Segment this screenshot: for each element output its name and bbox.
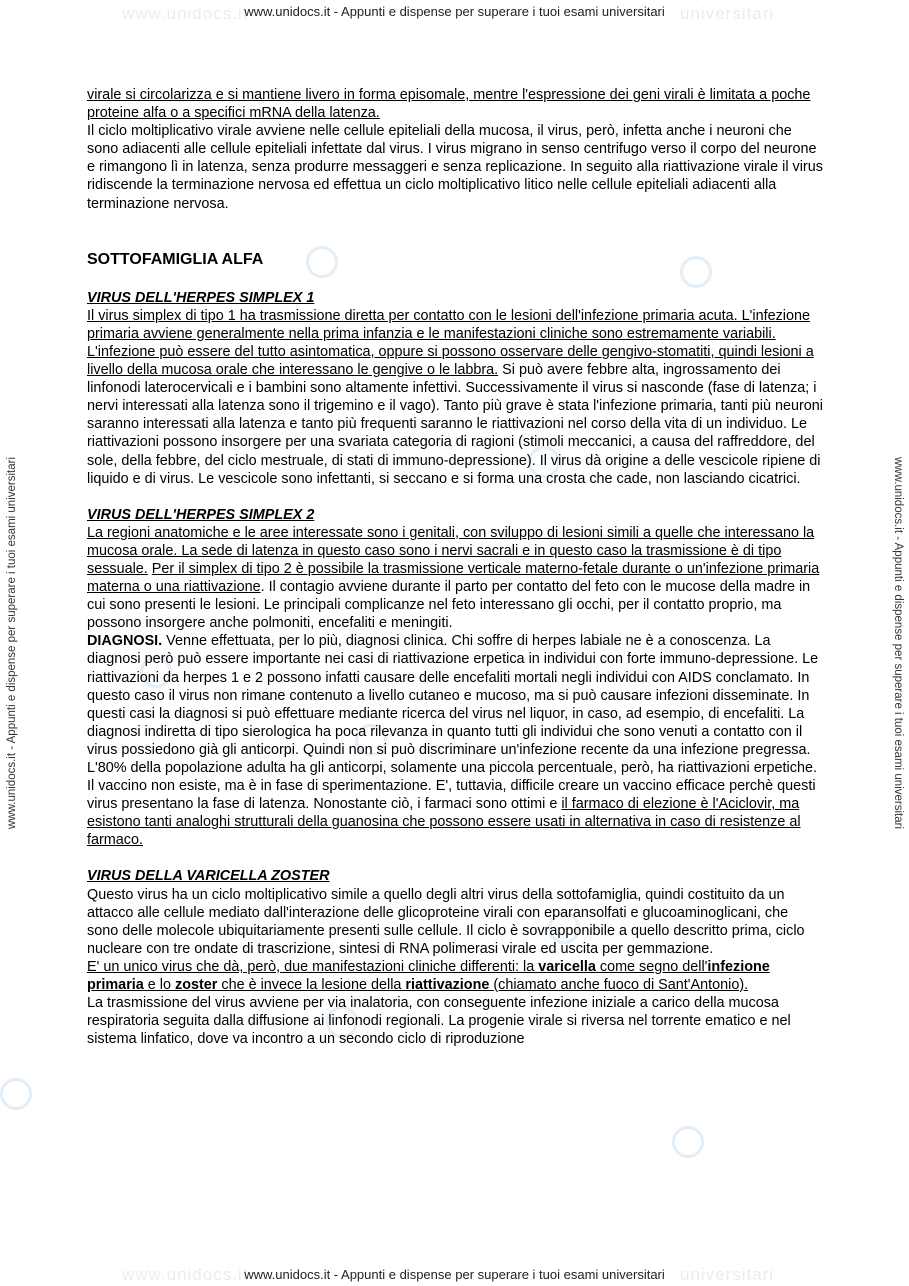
hsv2-underlined-text: La regioni anatomiche e le aree interessate sono i genitali, con sviluppo di lesioni simili a quelle che interessano la mucosa orale. La sede di latenza in questo caso sono i nervi sacrali e in questo caso la trasmissione è di tipo sessuale. — [87, 524, 815, 577]
hsv2-underlined-text-2: Per il simplex di tipo 2 è possibile la trasmissione verticale materno-fetale durante o un'infezione primaria materna o una riattivazione — [87, 560, 820, 596]
diagnosis-label: DIAGNOSI. — [87, 633, 163, 650]
watermark-ghost-bottom-left: www.unidocs.it — [122, 1265, 249, 1284]
watermark-ghost-top-left: www.unidocs.it — [122, 4, 249, 23]
watermark-logo-icon — [672, 1126, 704, 1158]
vzv-title: VIRUS DELLA VARICELLA ZOSTER — [87, 868, 330, 885]
vzv-term-infezione-primaria: infezione primaria — [87, 958, 770, 994]
hsv1-title: VIRUS DELL'HERPES SIMPLEX 1 — [87, 289, 315, 306]
watermark-ghost-top-right: universitari — [680, 4, 775, 23]
diagnosis-text: Venne effettuata, per lo più, diagnosi clinica. Chi soffre di herpes labiale ne è a conoscenza. La diagnosi però può essere importante nei casi di riattivazione erpetica in individui con forte immuno-depressione. Le riattivazioni da herpes 1 e 2 possono infatti causare delle encefaliti mortali negli individui con AIDS conclamato. In questo caso il virus non rimane contenuto a livello cutaneo e mucoso, ma si può causare infezioni disseminate. In questi casi la diagnosi si può effettuare mediante ricerca del virus nel liquor, in caso, ad esempio, di encefaliti. La diagnosi indiretta di tipo sierologica ha poca rilevanza in quanto tutti gli individui che sono venuti a contatto con il virus possiedono già gli anticorpi. Quindi non si può discriminare un'infezione recente da una infezione pregressa. L'80% della popolazione adulta ha gli anticorpi, solamente una piccola percentuale, però, ha riattivazioni erpetiche. Il vaccino non esiste, ma è in fase di sperimentazione. E', tuttavia, difficile creare un vaccino efficace perchè questi virus presentano la fase di latenza. Nonostante ciò, i farmaci sono ottimi e — [87, 633, 819, 813]
intro-paragraph: Il ciclo moltiplicativo virale avviene nelle cellule epiteliali della mucosa, il virus, però, infetta anche i neuroni che sono adiacenti alle cellule epiteliali infettate dal virus. I virus migrano in senso centrifugo verso il corpo del neurone e rimangono lì in latenza, senza produrre messaggeri e senza replicazione. In seguito alla riattivazione virale il virus ridiscende la terminazione nervosa ed effettua un ciclo moltiplicativo litico nelle cellule epiteliali adiacenti alla terminazione nervosa. — [87, 123, 823, 212]
vzv-paragraph-2 — [87, 958, 823, 994]
hsv1-paragraph — [87, 307, 823, 488]
diagnosis-underlined-text: il farmaco di elezione è l'Aciclovir, ma esistono tanti analoghi strutturali della guanosina che possono essere usati in alternativa in caso di resistenze al farmaco. — [87, 796, 801, 849]
vzv-term-zoster: zoster — [175, 977, 218, 994]
vzv-term-varicella: varicella — [538, 958, 596, 975]
intro-underlined-text: virale si circolarizza e si mantiene livero in forma episomale, mentre l'espressione dei geni virali è limitata a poche proteine alfa o a specifici mRNA della latenza. — [87, 87, 811, 122]
vzv-p2-text-c: come segno dell' — [595, 958, 708, 975]
vzv-paragraph-3: La trasmissione del virus avviene per via inalatoria, con conseguente infezione iniziale a carico della mucosa respiratoria seguita dalla diffusione ai linfonodi regionali. La progenie virale si riversa nel torrente ematico e nel sistema linfatico, dove va incontro a un secondo ciclo di riproduzione — [87, 995, 791, 1048]
section-title: SOTTOFAMIGLIA ALFA — [87, 250, 264, 268]
intro-continuation — [87, 86, 823, 122]
watermark-logo-icon — [0, 1078, 32, 1110]
header-watermark: www.unidocs.it - Appunti e dispense per superare i tuoi esami universitari — [244, 4, 665, 19]
hsv2-paragraph — [87, 524, 823, 633]
diagnosis-paragraph — [87, 632, 823, 849]
vzv-p2-text-e: e lo — [143, 977, 175, 994]
hsv2-title: VIRUS DELL'HERPES SIMPLEX 2 — [87, 506, 315, 523]
footer-watermark: www.unidocs.it - Appunti e dispense per superare i tuoi esami universitari — [244, 1267, 665, 1282]
side-watermark-right: www.unidocs.it - Appunti e dispense per superare i tuoi esami universitari — [892, 456, 904, 830]
hsv1-text: Si può avere febbre alta, ingrossamento dei linfonodi laterocervicali e i bambini sono altamente infettivi. Successivamente il virus si nasconde (fase di latenza; i nervi interessati alla latenza sono il trigemino e il vago). Tanto più grave è stata l'infezione primaria, tanti più neuroni saranno interessati alla latenza e tanto più frequenti saranno le riattivazioni nel corso della vita di un individuo. Le riattivazioni possono insorgere per una svariata categoria di ragioni (stimoli meccanici, a causa del raffreddore, del sole, della febbre, del ciclo mestruale, di stati di immuno-depressione). Il virus dà origine a delle vescicole ripiene di liquido e di virus. Le vescicole sono infettanti, si seccano e si forma una crosta che cade, non lasciando cicatrici. — [87, 362, 824, 487]
vzv-p2-text-g: che è invece la lesione della — [217, 977, 406, 994]
hsv2-text: . Il contagio avviene durante il parto per contatto del feto con le mucose della madre in cui sono presenti le lesioni. Le principali complicanze nel feto interessano gli occhi, per il contatto proprio, ma possono insorgere anche polmoniti, encefaliti e meningiti. — [87, 579, 811, 632]
side-watermark-left: www.unidocs.it - Appunti e dispense per superare i tuoi esami universitari — [6, 456, 18, 830]
hsv1-underlined-text: Il virus simplex di tipo 1 ha trasmissione diretta per contatto con le lesioni dell'infezione primaria acuta. L'infezione primaria avviene generalmente nella prima infanzia e le manifestazioni cliniche sono estremamente variabili. L'infezione può essere del tutto asintomatica, oppure si possono osservare delle gengivo-stomatiti, quindi lesioni a livello della mucosa orale che interessano le gengive o le labbra. — [87, 307, 814, 379]
watermark-ghost-bottom-right: universitari — [680, 1265, 775, 1284]
document-body — [87, 86, 823, 1048]
vzv-term-riattivazione: riattivazione — [405, 977, 490, 994]
vzv-p2-text-i: (chiamato anche fuoco di Sant'Antonio). — [489, 977, 749, 994]
vzv-paragraph-1: Questo virus ha un ciclo moltiplicativo simile a quello degli altri virus della sottofamiglia, quindi costituito da un attacco alle cellule mediato dall'interazione delle glicoproteine virali con eparansolfati e glucoaminoglicani, che sono delle molecole ubiquitariamente presenti sulle cellule. Il ciclo è sovrapponibile a quello descritto prima, ciclo nucleare con tre ondate di trascrizione, sintesi di RNA polimerasi virale ed uscita per gemmazione. — [87, 886, 805, 957]
vzv-p2-text-a: E' un unico virus che dà, però, due manifestazioni cliniche differenti: la — [87, 958, 539, 975]
